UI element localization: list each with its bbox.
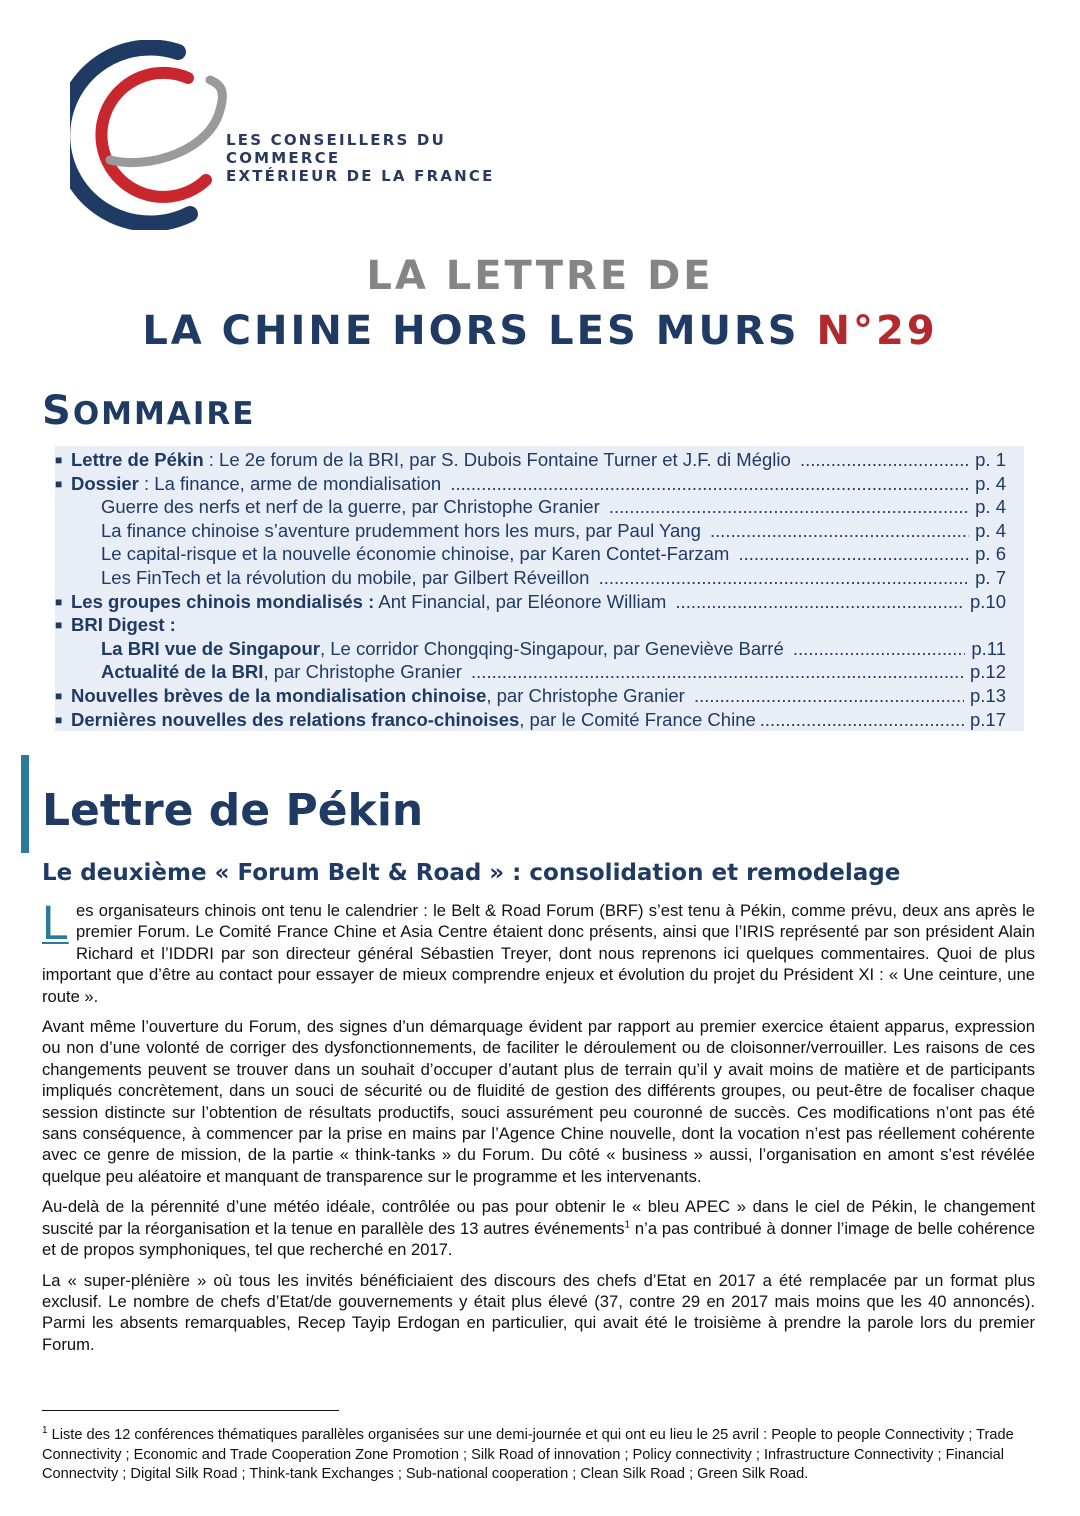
org-line-2: EXTÉRIEUR DE LA FRANCE <box>226 167 495 185</box>
bullet-icon: ■ <box>55 476 63 491</box>
toc-item-text: Le capital-risque et la nouvelle économie chinoise, par Karen Contet-Farzam <box>101 543 735 565</box>
sommaire-rest: OMMAIRE <box>72 396 256 432</box>
paragraph-1-text: es organisateurs chinois ont tenu le calendrier : le Belt & Road Forum (BRF) s’est tenu à Pékin, comme prévu, deux ans après le premier Forum. Le Comité France Chine et Asia Centre étaient donc présents, ainsi que l’IRIS représenté par son président Alain Richard et l’IDDRI par son directeur général Sébastien Treyer, dont nous reprenons ici quelques commentaires. Quoi de plus important que d’être au contact pour essayer de mieux comprendre enjeux et évolution du projet du Président XI : « Une ceinture, une route ». <box>42 901 1035 1006</box>
toc-leader-dots <box>734 543 969 565</box>
logo-arcs-icon <box>70 40 240 230</box>
toc-item[interactable] <box>55 638 1006 662</box>
toc-page-number: p. 6 <box>975 543 1006 565</box>
toc-page-number: p. 4 <box>975 519 1006 541</box>
issue-number: N°29 <box>816 308 938 354</box>
toc-item[interactable] <box>55 520 1006 544</box>
paragraph-2: Avant même l’ouverture du Forum, des signes d’un démarquage évident par rapport au premier exercice étaient apparus, expression ou non d’une volonté de corriger des dysfonctionnements, de faciliter le déroulement ou de cloisonner/verrouiller. Les raisons de ces changements peuvent se trouver dans un souhait d’occuper d’autant plus de terrain qu’il y avait moins de matière et de participants impliqués concrètement, dans un souci de sécurité ou de fluidité de gestion des différents groupes, ou peut-être de focaliser chaque session distincte sur l’obtention de résultats productifs, souci assurément peu couronné de succès. Ces modifications n’ont pas été sans conséquence, à commencer par la prise en mains par l’Agence Chine nouvelle, dont la vocation n’est pas réellement cohérente avec ce genre de mission, de la partie « think-tanks » du Forum. Du côté « business » aussi, l’organisation en amont s’est révélée quelque peu aléatoire et manquant de transparence sur le programme et les intervenants. <box>42 1017 1035 1186</box>
footnote-mark: 1 <box>42 1425 48 1437</box>
toc-page-number: p.12 <box>969 661 1006 683</box>
toc-item-text: , par le Comité France Chine <box>519 708 756 730</box>
drop-cap: L <box>42 897 69 950</box>
toc-item[interactable] <box>55 567 1006 591</box>
toc-page-number: p.17 <box>969 708 1006 730</box>
bullet-icon: ■ <box>55 618 63 633</box>
toc-leader-dots <box>706 520 969 542</box>
toc-item-title: Actualité de la BRI <box>101 661 264 683</box>
sommaire-initial: S <box>42 388 73 434</box>
toc-item-title: Dossier <box>71 472 139 494</box>
toc-leader-dots <box>467 661 964 683</box>
bullet-icon: ■ <box>55 594 63 609</box>
toc-item-title: Lettre de Pékin <box>71 449 204 470</box>
toc-page-number: p.11 <box>971 637 1006 659</box>
footnote-divider <box>42 1410 339 1411</box>
toc-item-text: : La finance, arme de mondialisation <box>138 472 447 494</box>
toc-leader-dots <box>595 567 970 589</box>
toc-item-title: Les groupes chinois mondialisés : <box>71 590 375 612</box>
toc-leader-dots <box>789 638 965 660</box>
toc-page-number: p.13 <box>969 685 1006 706</box>
toc-leader-dots <box>796 449 969 471</box>
section-accent-bar <box>21 755 29 853</box>
org-name <box>226 131 550 185</box>
title-main: LA CHINE HORS LES MURS <box>142 308 800 354</box>
footnote-text: Liste des 12 conférences thématiques parallèles organisées sur une demi-journée et qui ont eu lieu le 25 avril : People to people Connectivity ; Trade Connectivity ; Economic and Trade Cooperation Zone Promotion ; Silk Road of innovation ; Policy connectivity ; Infrastructure Connectivity ; Financial Connectvity ; Digital Silk Road ; Think-tank Exchanges ; Sub-national cooperation ; Clean Silk Road ; Green Silk Road. <box>42 1427 1014 1482</box>
paragraph-3 <box>42 1196 1035 1260</box>
bullet-icon: ■ <box>55 712 63 727</box>
toc-item[interactable] <box>55 685 1006 709</box>
toc-item[interactable] <box>55 614 1006 638</box>
footnote-ref[interactable]: 1 <box>624 1219 631 1231</box>
toc-page-number: p. 4 <box>975 472 1006 494</box>
toc-item[interactable] <box>55 591 1006 615</box>
table-of-contents <box>55 446 1024 731</box>
toc-page-number: p. 4 <box>975 496 1006 518</box>
toc-item-text: : Le 2e forum de la BRI, par S. Dubois Fontaine Turner et J.F. di Méglio <box>203 449 796 470</box>
footnote <box>42 1426 1035 1485</box>
title-line-1: LA LETTRE DE <box>366 253 714 299</box>
article-subtitle: Le deuxième « Forum Belt & Road » : consolidation et remodelage <box>42 860 901 886</box>
toc-item[interactable] <box>55 496 1006 520</box>
toc-item-text: , par Christophe Granier <box>263 661 468 683</box>
toc-item[interactable] <box>55 709 1006 733</box>
cce-logo <box>70 40 550 240</box>
toc-item[interactable] <box>55 543 1006 567</box>
toc-leader-dots <box>671 591 964 613</box>
toc-item-text: La finance chinoise s’aventure prudemment hors les murs, par Paul Yang <box>101 519 707 541</box>
toc-leader-dots <box>446 473 969 495</box>
toc-page-number: p. 1 <box>975 449 1006 470</box>
toc-item-text: Les FinTech et la révolution du mobile, par Gilbert Réveillon <box>101 567 595 588</box>
paragraph-1 <box>42 897 1035 1007</box>
bullet-icon: ■ <box>55 689 63 703</box>
section-title: Lettre de Pékin <box>42 785 424 836</box>
toc-item-text: , Le corridor Chongqing-Singapour, par Geneviève Barré <box>319 637 789 659</box>
paragraph-3-text-a: Au-delà de la pérennité d’une météo idéale, contrôlée ou pas pour obtenir le « bleu APEC » dans le ciel de Pékin, le changement suscité par la réorganisation et la tenue en parallèle des 13 autres événements <box>42 1197 1035 1238</box>
title-line-2 <box>0 308 1080 354</box>
toc-item[interactable] <box>55 661 1006 685</box>
paragraph-4: La « super-plénière » où tous les invités bénéficiaient des discours des chefs d’Etat en 2017 a été remplacée par un format plus exclusif. Le nombre de chefs d’Etat/de gouvernements y était plus élevé (37, contre 29 en 2017 mais moins que les 40 annoncés). Parmi les absents remarquables, Recep Tayip Erdogan en particulier, qui avait été le troisième à prendre la parole lors du premier Forum. <box>42 1270 1035 1354</box>
sommaire-heading <box>42 388 255 434</box>
toc-item-title: Dernières nouvelles des relations franco-chinoises <box>71 708 520 730</box>
toc-leader-dots <box>605 496 969 518</box>
toc-item-text: Guerre des nerfs et nerf de la guerre, par Christophe Granier <box>101 496 605 518</box>
toc-item-text: Ant Financial, par Eléonore William <box>374 590 672 612</box>
toc-item[interactable] <box>55 473 1006 497</box>
org-line-1: LES CONSEILLERS DU COMMERCE <box>226 131 446 167</box>
toc-item-title: BRI Digest : <box>71 614 176 636</box>
article-body <box>42 897 1035 1364</box>
toc-item-title: Nouvelles brèves de la mondialisation chinoise <box>71 685 487 706</box>
toc-item[interactable] <box>55 449 1006 473</box>
toc-page-number: p.10 <box>969 590 1006 612</box>
toc-page-number: p. 7 <box>975 567 1006 588</box>
toc-leader-dots <box>756 709 964 731</box>
toc-item-text: , par Christophe Granier <box>486 685 690 706</box>
toc-item-title: La BRI vue de Singapour <box>101 637 320 659</box>
toc-leader-dots <box>690 685 964 707</box>
paragraph-3-text-b: n’a pas contribué à donner l’image de belle cohérence et de propos symphoniques, tel que recherché en 2017. <box>42 1218 1035 1260</box>
bullet-icon: ■ <box>55 453 63 467</box>
